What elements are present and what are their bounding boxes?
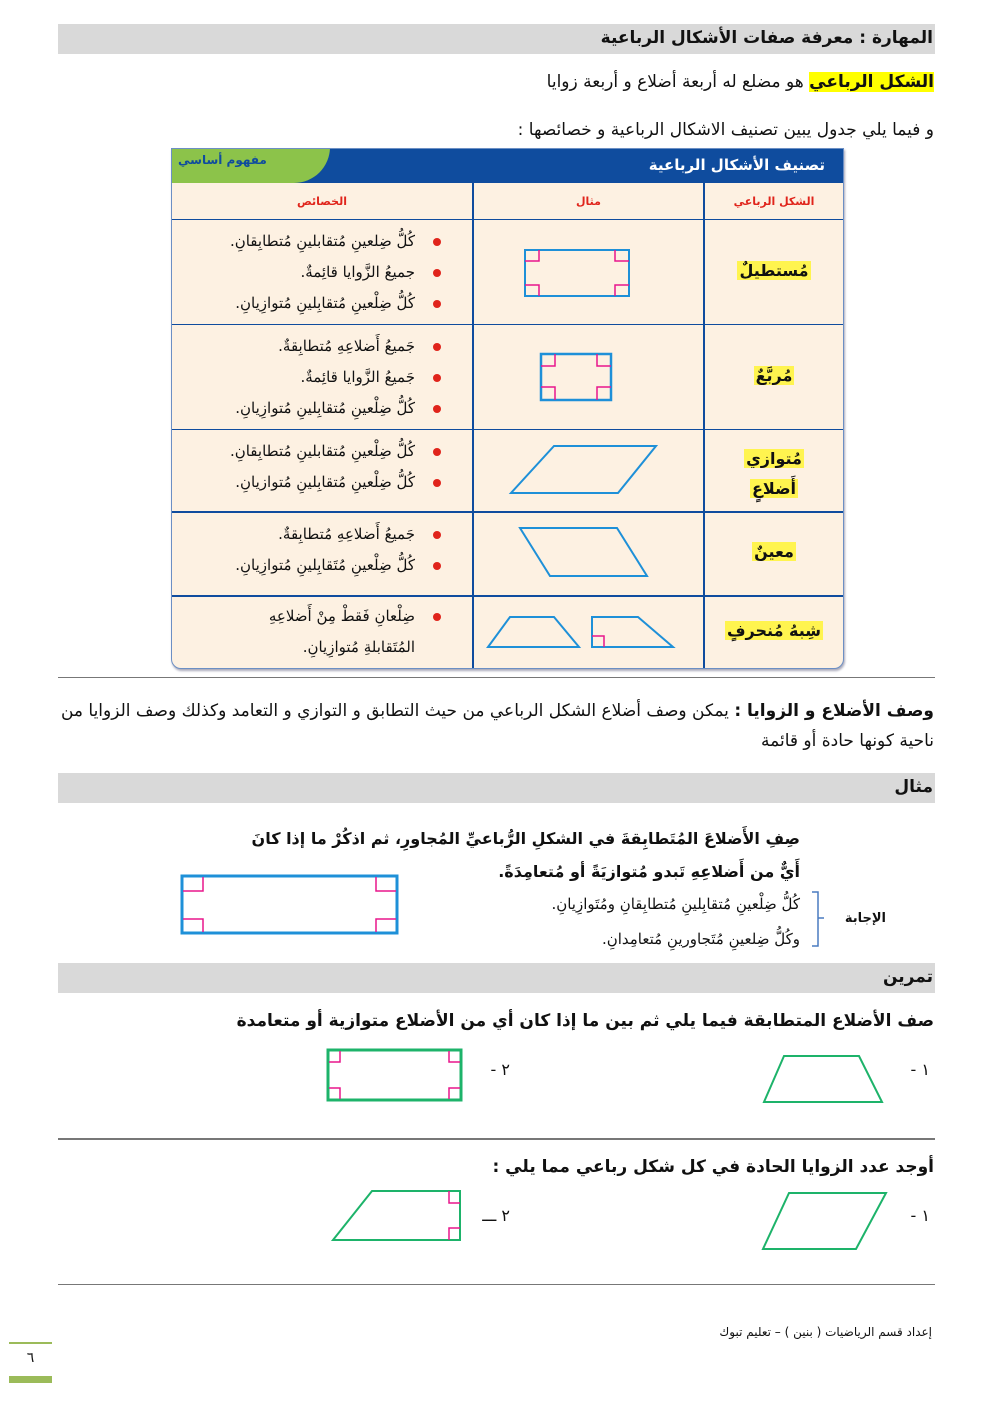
shape-name: أَضلاعٍ	[751, 479, 797, 498]
right-trapezoid-exercise	[330, 1188, 464, 1244]
shape-name-square	[704, 366, 844, 385]
parallelogram-exercise	[760, 1190, 890, 1252]
parallelogram-shape	[511, 446, 656, 493]
shape-name-rectangle	[704, 261, 844, 280]
property: كُلُّ ضِلْعينِ مُتقابِلينِ مُتوازِيانِ.	[415, 393, 441, 424]
description-text: يمكن وصف أضلاع الشكل الرباعي من حيث التطابق و التوازي و التعامد وكذلك وصف الزوايا من ناحية كونها حادة أو قائمة	[60, 701, 934, 751]
answer-line: كُلُّ ضِلْعينِ مُتقابِلينِ مُتطابِقانِ ومُتَوازِيانِ.	[551, 895, 800, 913]
table-title: تصنيف الأشكال الرباعية	[648, 156, 825, 174]
shape-name: مُربَّعٌ	[755, 366, 793, 385]
definition-text: هو مضلع له أربعة أضلاع و أربعة زوايا	[546, 72, 810, 92]
shape-name: معينٌ	[754, 542, 794, 561]
footer-bar	[9, 1376, 52, 1383]
description-label: وصف الأضلاع و الزوايا :	[734, 701, 934, 721]
answer-label: الإجابة	[844, 911, 886, 926]
question-line: صِفِ الأَضلاعَ المُتَطابِقةَ في الشكلِ الرُّباعيِّ المُجاورِ، ثم اذكُرْ ما إذا كانَ	[251, 829, 800, 848]
example-header	[58, 773, 935, 803]
item-number: ٢ -	[490, 1060, 510, 1079]
property: المُتَقابلةِ مُتوازِيانِ.	[302, 638, 415, 656]
description	[57, 696, 934, 756]
property: جَميعُ أَضلاعِهِ مُتطابِقةٌ.	[415, 331, 441, 362]
trapezoid-exercise	[760, 1053, 888, 1105]
column-header-shape: الشكل الرباعي	[733, 195, 815, 208]
divider	[58, 1284, 935, 1285]
example-answer	[551, 887, 800, 957]
property: كُلُّ ضِلْعينِ مُتقابِلينِ مُتوازيانِ.	[415, 467, 441, 498]
question-line: أَيٌّ من أَضلاعِهِ تَبدو مُتوازيَةً أو مُتعامِدَةً.	[498, 862, 800, 881]
exercise-question-2: أوجد عدد الزوايا الحادة في كل شكل رباعي مما يلي :	[492, 1157, 934, 1177]
rectangle-exercise	[326, 1048, 464, 1102]
exercise-question-1: صف الأضلاع المتطابقة فيما يلي ثم بين ما إذا كان أي من الأضلاع متوازية أو متعامدة	[236, 1011, 934, 1031]
property: ضِلْعانِ فَقطْ مِنْ أَضلاعِهِ	[415, 601, 441, 632]
exercise-header	[58, 963, 935, 993]
rhombus-shape	[520, 528, 647, 576]
concept-badge-label: مفهوم أساسي	[178, 153, 267, 167]
concept-badge	[171, 148, 330, 183]
exercise-heading: تمرين	[882, 967, 933, 987]
property: جميعُ الزَّوايا قائِمةٌ.	[415, 257, 441, 288]
definition-term: الشكل الرباعي	[809, 72, 934, 92]
property: جَميعُ أَضلاعِهِ مُتطابِقةٌ.	[415, 519, 441, 550]
rectangle-shape	[525, 250, 629, 296]
row-divider	[172, 219, 843, 220]
item-number: ١ -	[910, 1206, 930, 1225]
intro-text: و فيما يلي جدول يبين تصنيف الاشكال الرباعية و خصائصها :	[517, 120, 934, 140]
footer-credit: إعداد قسم الرياضيات ( بنين ) – تعليم تبوك	[719, 1325, 932, 1339]
example-heading: مثال	[894, 777, 933, 797]
classification-table	[171, 148, 844, 669]
shape-name: مُتوازي	[746, 449, 802, 468]
right-angle-marks	[525, 250, 629, 296]
square-shape	[541, 354, 611, 400]
answer-line: وكُلُّ ضِلعينِ مُتَجاورينِ مُتعامِدانِ.	[601, 930, 800, 948]
property: كُلُّ ضِلْعينِ مُتقابِلينِ مُتوازِيانِ.	[415, 288, 441, 319]
trapezoid-shape	[488, 617, 579, 647]
skill-title: المهارة : معرفة صفات الأشكال الرباعية	[600, 28, 933, 48]
property: كُلُّ ضِلْعينِ مُتَقابِلينِ مُتوازِيانِ.	[415, 550, 441, 581]
skill-header	[58, 24, 935, 54]
property: جَميعُ الزَّوايا قائِمةٌ.	[415, 362, 441, 393]
shape-name: مُستطيلٌ	[739, 261, 809, 280]
definition	[547, 72, 934, 92]
shape-name-rhombus	[704, 542, 844, 561]
property: كُلُّ ضِلعينِ مُتقابلينِ مُتطابِقانِ.	[415, 226, 441, 257]
shape-name-parallelogram	[704, 444, 844, 504]
column-header-example: مثال	[576, 195, 601, 208]
item-number: ١ -	[910, 1060, 930, 1079]
page-number: ٦	[26, 1350, 35, 1366]
divider	[58, 677, 935, 678]
property: كُلُّ ضِلْعينِ مُتقابلينِ مُتطابِقانِ.	[415, 436, 441, 467]
divider	[58, 1138, 935, 1140]
example-shapes	[474, 221, 703, 593]
trapezoid-examples	[474, 597, 703, 668]
shape-name-trapezoid	[704, 621, 844, 640]
shape-name: شِبهُ مُنحرفٍ	[726, 621, 822, 640]
footer-bar	[9, 1342, 52, 1344]
brace-icon	[810, 890, 830, 948]
column-header-properties: الخصائص	[297, 195, 347, 208]
item-number: ٢ ـــ	[482, 1206, 510, 1225]
example-rectangle	[180, 874, 400, 936]
